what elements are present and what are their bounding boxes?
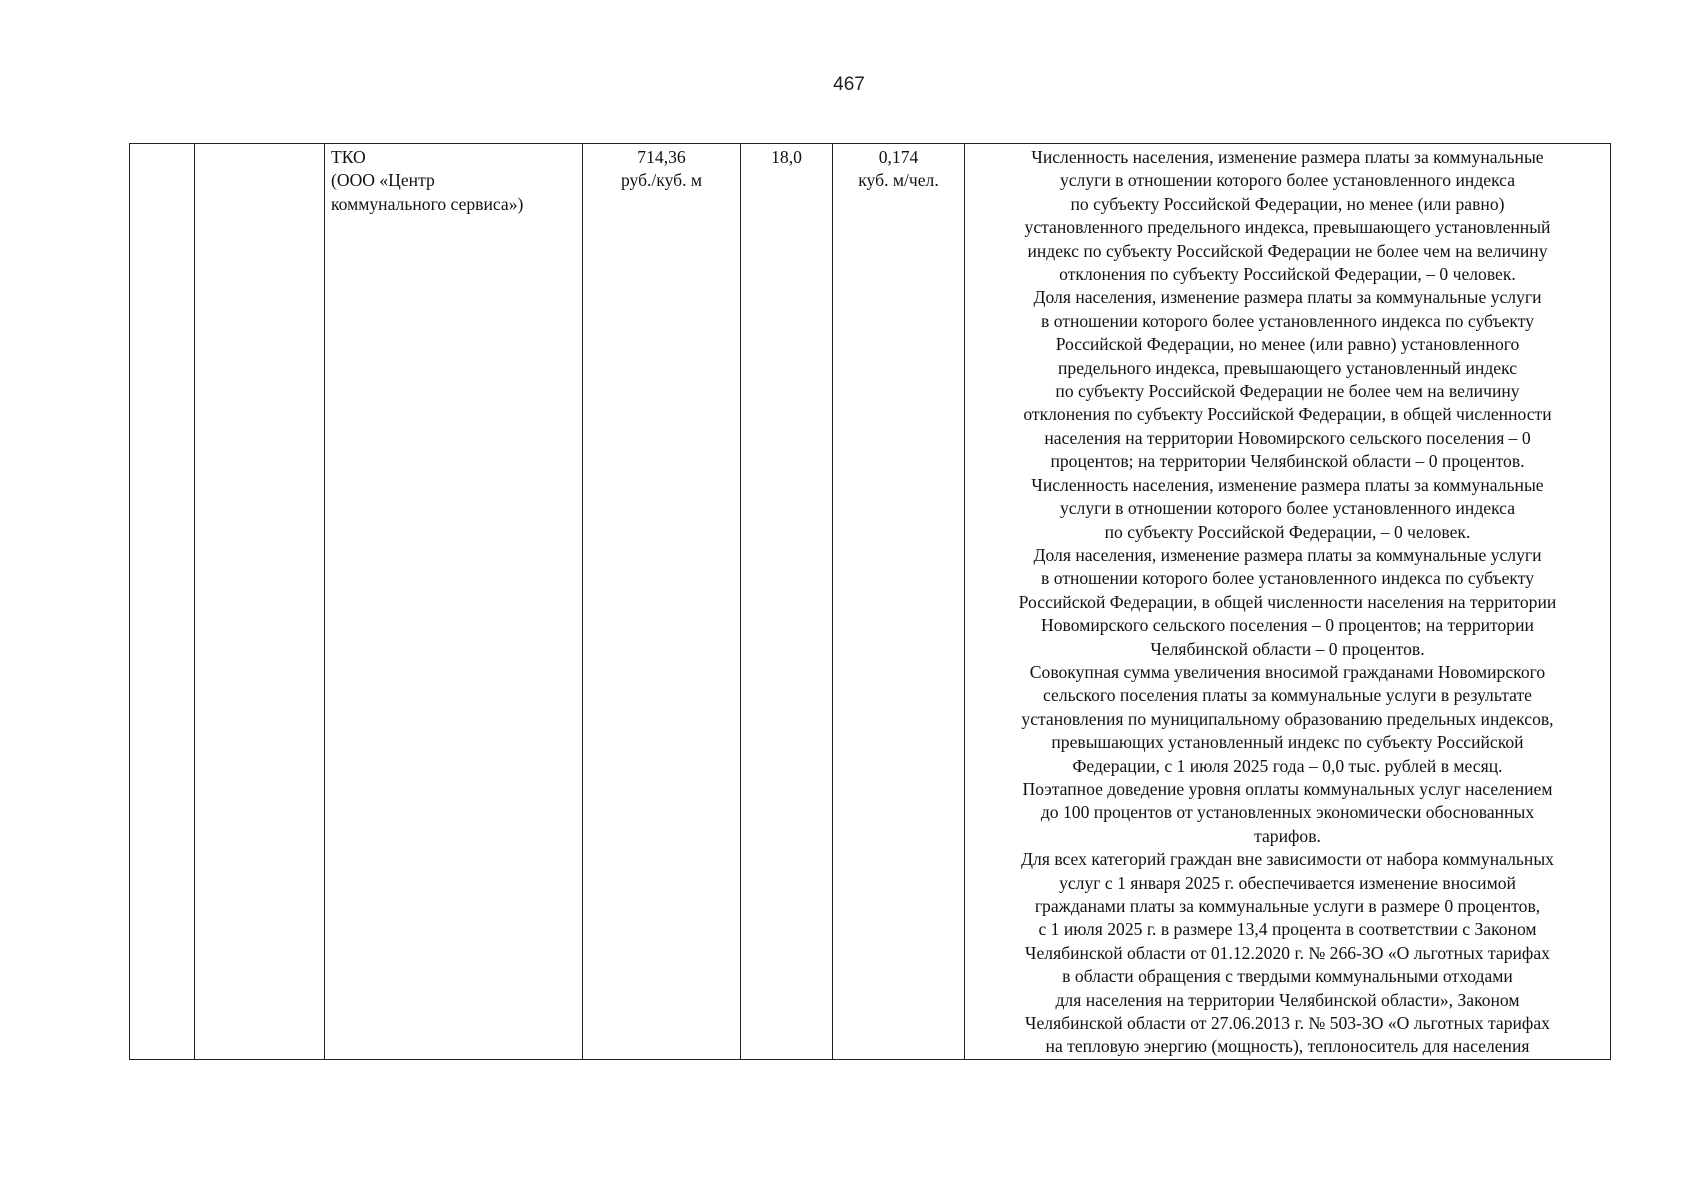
text-line: услуг с 1 января 2025 г. обеспечивается изменение вносимой [1059,872,1516,893]
norm-lines [839,146,958,193]
text-line: с 1 июля 2025 г. в размере 13,4 процента в соответствии с Законом [1038,919,1537,940]
cell-service [325,144,583,1060]
service-lines [331,146,576,216]
text-line: (ООО «Центр [331,170,435,191]
text-line: Для всех категорий граждан вне зависимости от набора коммунальных [1021,849,1554,870]
tariff-lines [589,146,734,193]
text-line: Новомирского сельского поселения – 0 процентов; на территории [1041,615,1534,636]
text-line: коммунального сервиса») [331,193,524,214]
text-line: Численность населения, изменение размера платы за коммунальные [1031,147,1544,167]
text-line: Федерации, с 1 июля 2025 года – 0,0 тыс. рублей в месяц. [1072,755,1503,776]
text-line: руб./куб. м [620,170,703,191]
text-line: Доля населения, изменение размера платы за коммунальные услуги [1033,287,1542,308]
text-line: превышающих установленный индекс по субъекту Российской [1051,732,1524,753]
increase-lines [747,146,826,169]
text-line: 18,0 [771,147,802,167]
text-line: до 100 процентов от установленных экономически обоснованных [1040,802,1535,823]
text-line: тарифов. [1254,825,1321,846]
text-line: ТКО [331,147,366,167]
cell-description [965,144,1611,1060]
text-line: по субъекту Российской Федерации, но менее (или равно) [1070,193,1505,214]
text-line: Доля населения, изменение размера платы за коммунальные услуги [1033,544,1542,565]
text-line: Совокупная сумма увеличения вносимой гражданами Новомирского [1029,661,1546,682]
cell-increase [741,144,833,1060]
page-number: 467 [833,74,865,95]
text-line: предельного индекса, превышающего установленный индекс [1057,357,1518,378]
text-line: Российской Федерации, в общей численности населения на территории [1018,591,1557,612]
text-line: Численность населения, изменение размера платы за коммунальные [1031,474,1544,495]
text-line: сельского поселения платы за коммунальные услуги в результате [1043,685,1532,706]
text-line: населения на территории Новомирского сельского поселения – 0 [1044,427,1531,448]
description-lines [971,146,1604,1059]
text-line: 0,174 [878,147,919,167]
text-line: услуги в отношении которого более установленного индекса [1059,498,1516,519]
tariff-table [129,143,1611,1060]
cell-tariff [583,144,741,1060]
text-line: услуги в отношении которого более установленного индекса [1059,170,1516,191]
cell-municipality [195,144,325,1060]
text-line: процентов; на территории Челябинской области – 0 процентов. [1050,451,1525,472]
text-line: Челябинской области от 01.12.2020 г. № 266-ЗО «О льготных тарифах [1025,942,1550,963]
text-line: по субъекту Российской Федерации, – 0 человек. [1104,521,1471,542]
text-line: установления по муниципальному образованию предельных индексов, [1021,708,1554,729]
cell-norm [833,144,965,1060]
text-line: Поэтапное доведение уровня оплаты коммунальных услуг населением [1022,778,1553,799]
text-line: в области обращения с твердыми коммунальными отходами [1062,966,1513,987]
text-line: отклонения по субъекту Российской Федерации, в общей численности [1023,404,1552,425]
text-line: установленного предельного индекса, превышающего установленный [1024,217,1551,238]
text-line: куб. м/чел. [858,170,939,191]
text-line: Челябинской области от 27.06.2013 г. № 503-ЗО «О льготных тарифах [1025,1013,1550,1034]
text-line: гражданами платы за коммунальные услуги в размере 0 процентов, [1034,896,1541,916]
text-line: в отношении которого более установленного индекса по субъекту [1041,310,1534,331]
table-row [130,144,1611,1060]
text-line: Российской Федерации, но менее (или равно) установленного [1055,334,1520,355]
text-line: Челябинской области – 0 процентов. [1150,638,1425,659]
text-line: для населения на территории Челябинской области», Законом [1055,989,1520,1010]
text-line: отклонения по субъекту Российской Федерации, – 0 человек. [1059,264,1516,285]
text-line: индекс по субъекту Российской Федерации не более чем на величину [1027,240,1548,261]
text-line: по субъекту Российской Федерации не более чем на величину [1055,381,1520,402]
cell-number [130,144,195,1060]
text-line: в отношении которого более установленного индекса по субъекту [1041,568,1534,589]
text-line: на тепловую энергию (мощность), теплоноситель для населения [1045,1036,1530,1057]
text-line: 714,36 [637,147,686,167]
